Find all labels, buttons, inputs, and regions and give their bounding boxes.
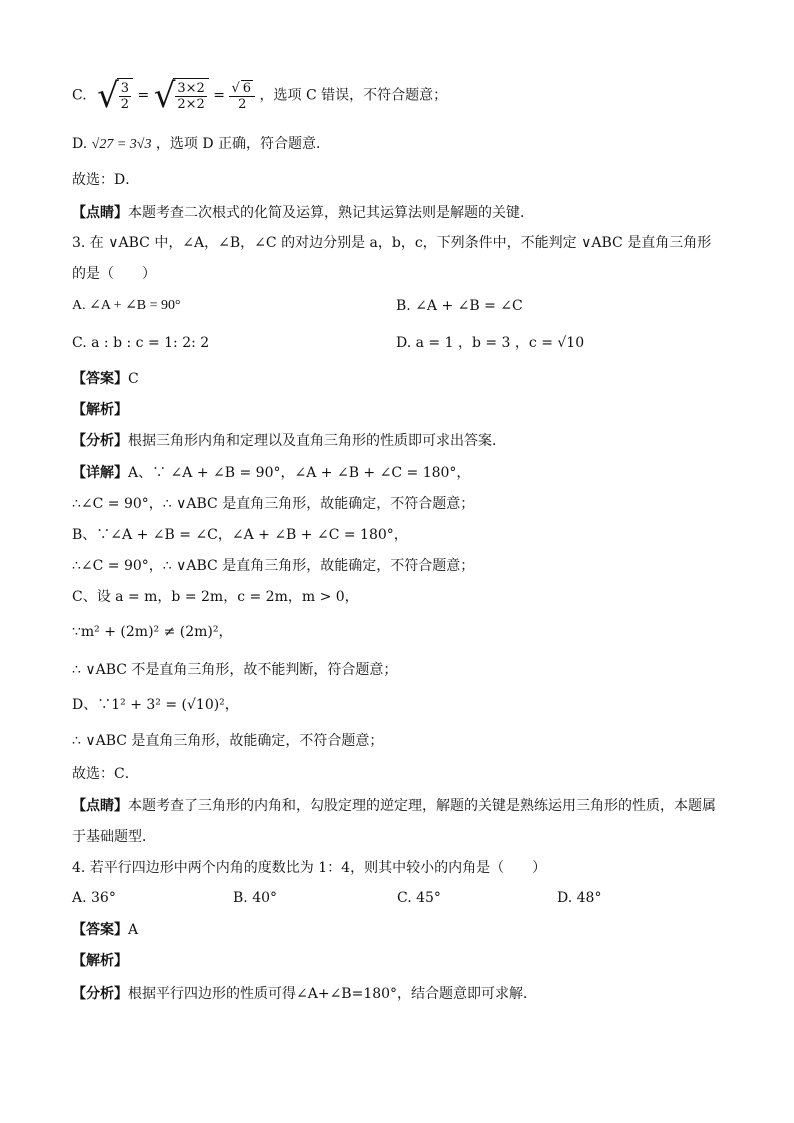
option-label: C. [72, 87, 87, 104]
detail-line: D、∵1² + 3² = (√10)²， [72, 697, 239, 713]
detail-line: B、∵∠A + ∠B = ∠C，∠A + ∠B + ∠C = 180°， [72, 527, 408, 543]
math-expression: √27 = 3√3 [91, 137, 152, 152]
detail-line: C、设 a = m，b = 2m，c = 2m，m > 0， [72, 589, 359, 605]
conclusion: 故选：C． [72, 766, 139, 782]
analysis-heading: 【解析】 [72, 953, 128, 969]
detail-line: ∴ ∨ABC 是直角三角形，故能确定，不符合题意； [72, 733, 384, 749]
detail-line: ∴ ∨ABC 不是直角三角形，故不能判断，符合题意； [72, 662, 398, 678]
fenxi: 【分析】根据平行四边形的性质可得∠A+∠B=180°，结合题意即可求解． [72, 986, 538, 1002]
option-d: D. 48° [557, 890, 602, 906]
detail-line: ∴∠C = 90°，∴ ∨ABC 是直角三角形，故能确定，不符合题意； [72, 496, 475, 512]
option-d: D. a = 1 ，b = 3 ，c = √10 [396, 335, 585, 351]
option-c: C. 45° [397, 890, 441, 906]
conclusion: 故选：D． [72, 172, 140, 188]
detail-line: ∵m² + (2m)² ≠ (2m)²， [72, 624, 233, 640]
fraction: $\frac{√ 6}{2}$ [229, 80, 255, 112]
comment-cont: 于基础题型． [72, 829, 156, 845]
option-c-line: C. √ $\frac{3}{2}$ = √ $\frac{3\times 2}{2\times 2}$ = $\frac{√ 6}{2}$ ，选项 C 错误，不符合题意； [72, 75, 448, 116]
comment: 【点睛】本题考查了三角形的内角和，勾股定理的逆定理，解题的关键是熟练运用三角形的性质，本题属 [72, 798, 716, 814]
fenxi: 【分析】根据三角形内角和定理以及直角三角形的性质即可求出答案． [72, 433, 506, 449]
option-b: B. ∠A + ∠B = ∠C [396, 298, 523, 314]
detail-line: ∴∠C = 90°，∴ ∨ABC 是直角三角形，故能确定，不符合题意； [72, 558, 475, 574]
option-c: C. a : b : c = 1: 2: 2 [72, 335, 210, 351]
option-d-line: D. √27 = 3√3 ，选项 D 正确，符合题意． [72, 136, 331, 152]
question-3-stem: 3. 在 ∨ABC 中，∠A，∠B，∠C 的对边分别是 a，b，c，下列条件中，不能判定 ∨ABC 是直角三角形 [72, 235, 712, 251]
detail-line: 【详解】A、∵ ∠A + ∠B = 90°，∠A + ∠B + ∠C = 180°， [72, 465, 471, 481]
answer: 【答案】A [72, 922, 139, 938]
analysis-heading: 【解析】 [72, 402, 128, 418]
answer: 【答案】C [72, 371, 139, 387]
radical-fraction: √ $\frac{3\times 2}{2\times 2}$ [154, 78, 209, 113]
option-a: A. 36° [72, 890, 116, 906]
statement-text: ，选项 C 错误，不符合题意； [259, 87, 448, 104]
option-a: A. ∠A + ∠B = 90° [72, 298, 181, 313]
option-b: B. 40° [233, 890, 278, 906]
question-4-stem: 4. 若平行四边形中两个内角的度数比为 1：4，则其中较小的内角是（ ） [72, 860, 547, 876]
radical-fraction: √ $\frac{3}{2}$ [97, 78, 133, 113]
comment: 【点睛】本题考查二次根式的化简及运算，熟记其运算法则是解题的关键． [72, 205, 534, 221]
question-3-stem-cont: 的是（ ） [72, 266, 156, 282]
